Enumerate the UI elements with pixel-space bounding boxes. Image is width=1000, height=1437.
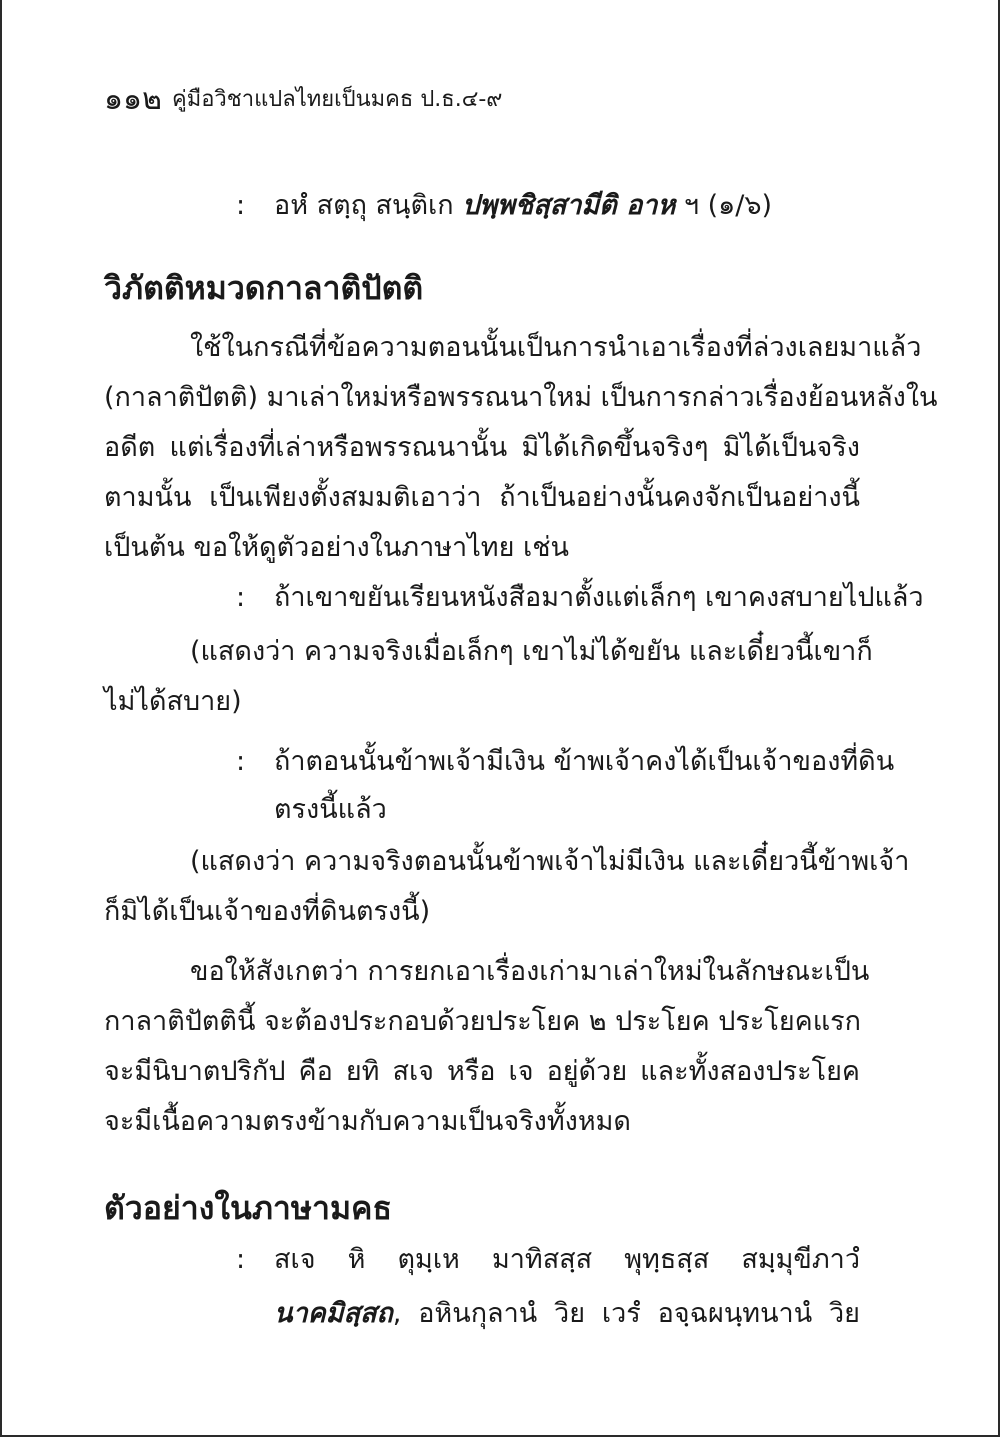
pali-word: ตุมฺเห (397, 1244, 460, 1275)
paragraph-line: จะมีนิบาตปริกัป คือ ยทิ สเจ หรือ เจ อยู่ด้วย และทั้งสองประโยค (104, 1056, 860, 1087)
paragraph-line: เป็นต้น ขอให้ดูตัวอย่างในภาษาไทย เช่น (104, 532, 570, 563)
thai-example-2-line: ถ้าตอนนั้นข้าพเจ้ามีเงิน ข้าพเจ้าคงได้เป็นเจ้าของที่ดิน (274, 746, 895, 777)
section-heading-kalatipatti: วิภัตติหมวดกาลาติปัตติ (104, 269, 424, 307)
top-example-bold-word: ปพฺพชิสฺสามีติ อาห (462, 190, 676, 221)
pali-example-line-2 (274, 1294, 860, 1334)
pali-word: วิย (828, 1298, 860, 1329)
example-colon: : (236, 190, 246, 221)
pali-bold-verb: นาคมิสฺสถ (274, 1298, 393, 1329)
pali-word: หิ (347, 1244, 366, 1275)
paragraph-line: (กาลาติปัตติ) มาเล่าใหม่หรือพรรณนาใหม่ เป็นการกล่าวเรื่องย้อนหลังใน (104, 382, 938, 413)
top-example-line (274, 186, 772, 226)
explanation-line: ก็มิได้เป็นเจ้าของที่ดินตรงนี้) (104, 896, 431, 927)
example-colon: : (236, 746, 246, 777)
paragraph-line: ขอให้สังเกตว่า การยกเอาเรื่องเก่ามาเล่าใหม่ในลักษณะเป็น (190, 956, 870, 987)
example-colon: : (236, 582, 246, 613)
pali-word: พุทฺธสฺส (624, 1244, 710, 1275)
pali-word: มาทิสสฺส (491, 1244, 593, 1275)
running-title: คู่มือวิชาแปลไทยเป็นมคธ ป.ธ.๔-๙ (172, 87, 503, 112)
paragraph-line: กาลาติปัตตินี้ จะต้องประกอบด้วยประโยค ๒ ประโยค ประโยคแรก (104, 1006, 861, 1037)
example-colon: : (236, 1244, 246, 1275)
explanation-line: (แสดงว่า ความจริงเมื่อเล็กๆ เขาไม่ได้ขยัน และเดี๋ยวนี้เขาก็ (190, 636, 873, 667)
explanation-line: (แสดงว่า ความจริงตอนนั้นข้าพเจ้าไม่มีเงิน และเดี๋ยวนี้ข้าพเจ้า (190, 846, 910, 877)
top-example-text-b: ฯ (๑/๖) (675, 190, 773, 221)
thai-example-2-line: ตรงนี้แล้ว (274, 794, 387, 825)
pali-example-line-1 (274, 1240, 860, 1280)
pali-word-bold-group (274, 1294, 401, 1334)
thai-example-1: ถ้าเขาขยันเรียนหนังสือมาตั้งแต่เล็กๆ เขาคงสบายไปแล้ว (274, 582, 924, 613)
pali-word: อจฺฉผนฺทนานํ (657, 1298, 813, 1329)
top-example-text-a: อหํ สตฺถุ สนฺติเก (274, 190, 463, 221)
page-border-left (0, 0, 2, 1437)
paragraph-line: อดีต แต่เรื่องที่เล่าหรือพรรณนานั้น มิได้เกิดขึ้นจริงๆ มิได้เป็นจริง (104, 432, 860, 463)
pali-word: สเจ (274, 1244, 316, 1275)
pali-word: , (392, 1298, 402, 1329)
paragraph-line: ใช้ในกรณีที่ข้อความตอนนั้นเป็นการนำเอาเรื่องที่ล่วงเลยมาแล้ว (190, 332, 922, 363)
paragraph-line: จะมีเนื้อความตรงข้ามกับความเป็นจริงทั้งหมด (104, 1106, 631, 1137)
paragraph-line: ตามนั้น เป็นเพียงตั้งสมมติเอาว่า ถ้าเป็นอย่างนั้นคงจักเป็นอย่างนี้ (104, 482, 860, 513)
pali-word: วิย (554, 1298, 586, 1329)
pali-word: เวรํ (601, 1298, 641, 1329)
page-number: ๑๑๒ (104, 82, 162, 117)
explanation-line: ไม่ได้สบาย) (104, 686, 242, 717)
pali-word: สมฺมุขีภาวํ (741, 1244, 860, 1275)
section-heading-magadha-examples: ตัวอย่างในภาษามคธ (104, 1189, 392, 1227)
pali-word: อหินกุลานํ (418, 1298, 538, 1329)
